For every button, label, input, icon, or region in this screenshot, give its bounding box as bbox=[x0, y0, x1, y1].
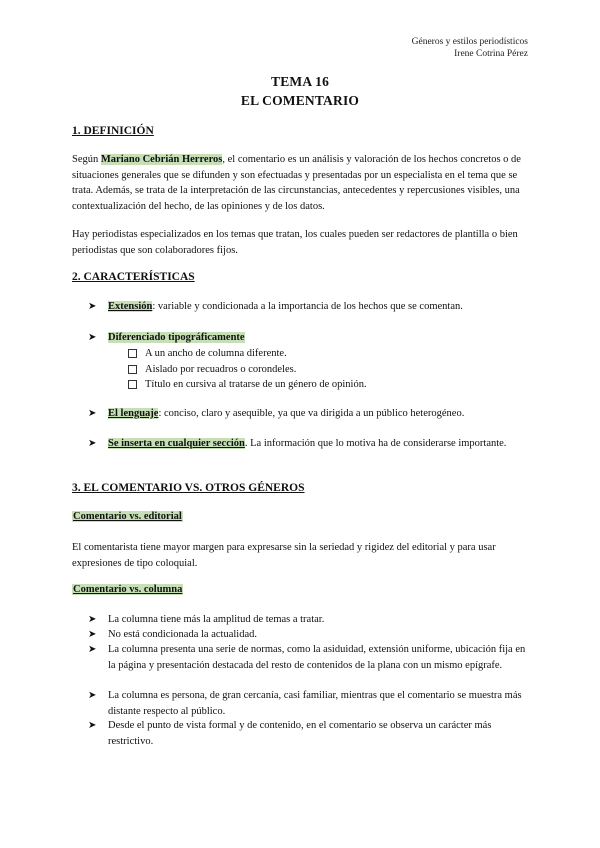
arrowhead-bullet-icon: ➤ bbox=[88, 614, 97, 625]
bullet-label: El lenguaje bbox=[108, 408, 159, 419]
header-course: Géneros y estilos periodísticos bbox=[411, 37, 528, 47]
bullet-text: No está condicionada la actualidad. bbox=[108, 629, 257, 640]
list-item bbox=[88, 436, 528, 452]
document-subtitle: EL COMENTARIO bbox=[240, 93, 360, 108]
arrowhead-bullet-icon: ➤ bbox=[88, 720, 97, 731]
section-heading-otros-generos: 3. EL COMENTARIO VS. OTROS GÉNEROS bbox=[72, 482, 305, 494]
definition-paragraph bbox=[72, 152, 532, 214]
arrowhead-bullet-icon: ➤ bbox=[88, 438, 97, 449]
arrowhead-bullet-icon: ➤ bbox=[88, 690, 97, 701]
bullet-text: La columna tiene más la amplitud de temas a tratar. bbox=[108, 614, 325, 625]
subheading-editorial: Comentario vs. editorial bbox=[73, 511, 182, 522]
arrowhead-bullet-icon: ➤ bbox=[88, 644, 97, 655]
square-bullet-icon bbox=[128, 380, 137, 389]
sub-list-item bbox=[126, 362, 506, 378]
list-item bbox=[88, 299, 528, 315]
bullet-label: Extensión bbox=[108, 301, 153, 312]
sub-list-item bbox=[126, 377, 506, 393]
editorial-paragraph: El comentarista tiene mayor margen para expresarse sin la seriedad y rigidez del editorial y para usar expresiones de tipo coloquial. bbox=[72, 542, 496, 569]
bullet-text: : variable y condicionada a la importancia de los hechos que se comentan. bbox=[152, 301, 463, 312]
subheading-columna: Comentario vs. columna bbox=[73, 584, 183, 595]
section-heading-definicion: 1. DEFINICIÓN bbox=[72, 125, 154, 137]
page-header bbox=[412, 36, 528, 60]
bullet-text: . La información que lo motiva ha de considerarse importante. bbox=[244, 438, 507, 449]
list-item bbox=[88, 330, 528, 346]
arrowhead-bullet-icon: ➤ bbox=[88, 301, 97, 312]
paragraph-text: , el comentario es un análisis y valoración de los hechos concretos o de situaciones generales que se difunden y son efectuadas y presentadas por un especialista en el tema que se trata. Además, se trata de la interpretación de las circunstancias, antecedentes y repercusiones visibles, una contextualización del hecho, de las opiniones y de los datos. bbox=[72, 154, 521, 212]
square-bullet-icon bbox=[128, 349, 137, 358]
bullet-text: La columna es persona, de gran cercanía, casi familiar, mientras que el comentario se muestra más distante respecto al público. bbox=[108, 690, 522, 717]
sub-item-text: Título en cursiva al tratarse de un género de opinión. bbox=[145, 379, 367, 390]
author-name-highlight: Mariano Cebrián Herreros bbox=[100, 154, 223, 165]
arrowhead-bullet-icon: ➤ bbox=[88, 332, 97, 343]
bullet-text: Desde el punto de vista formal y de contenido, en el comentario se observa un carácter más restrictivo. bbox=[108, 720, 492, 747]
list-item bbox=[88, 688, 528, 719]
list-item bbox=[88, 612, 528, 628]
sub-item-text: A un ancho de columna diferente. bbox=[145, 348, 287, 359]
bullet-label: Se inserta en cualquier sección bbox=[108, 438, 245, 449]
section-heading-caracteristicas: 2. CARACTERÍSTICAS bbox=[72, 271, 195, 283]
paragraph-text: Según bbox=[72, 154, 101, 165]
bullet-label: Diferenciado tipográficamente bbox=[108, 332, 245, 343]
list-item bbox=[88, 642, 528, 673]
sub-list-item bbox=[126, 346, 506, 362]
list-item bbox=[88, 627, 528, 643]
arrowhead-bullet-icon: ➤ bbox=[88, 408, 97, 419]
header-author: Irene Cotrina Pérez bbox=[454, 49, 528, 59]
sub-item-text: Aislado por recuadros o corondeles. bbox=[145, 364, 297, 375]
square-bullet-icon bbox=[128, 365, 137, 374]
specialists-paragraph: Hay periodistas especializados en los temas que tratan, los cuales pueden ser redactores de plantilla o bien periodistas que son colaboradores fijos. bbox=[72, 229, 518, 256]
list-item bbox=[88, 718, 528, 749]
document-title: TEMA 16 bbox=[270, 74, 330, 89]
bullet-text: La columna presenta una serie de normas, como la asiduidad, extensión uniforme, ubicación fija en la página y presentación destacada del resto de contenidos de la plana con un mismo epígrafe. bbox=[108, 644, 526, 671]
bullet-text: : conciso, claro y asequible, ya que va dirigida a un público heterogéneo. bbox=[158, 408, 465, 419]
list-item bbox=[88, 406, 528, 422]
arrowhead-bullet-icon: ➤ bbox=[88, 629, 97, 640]
